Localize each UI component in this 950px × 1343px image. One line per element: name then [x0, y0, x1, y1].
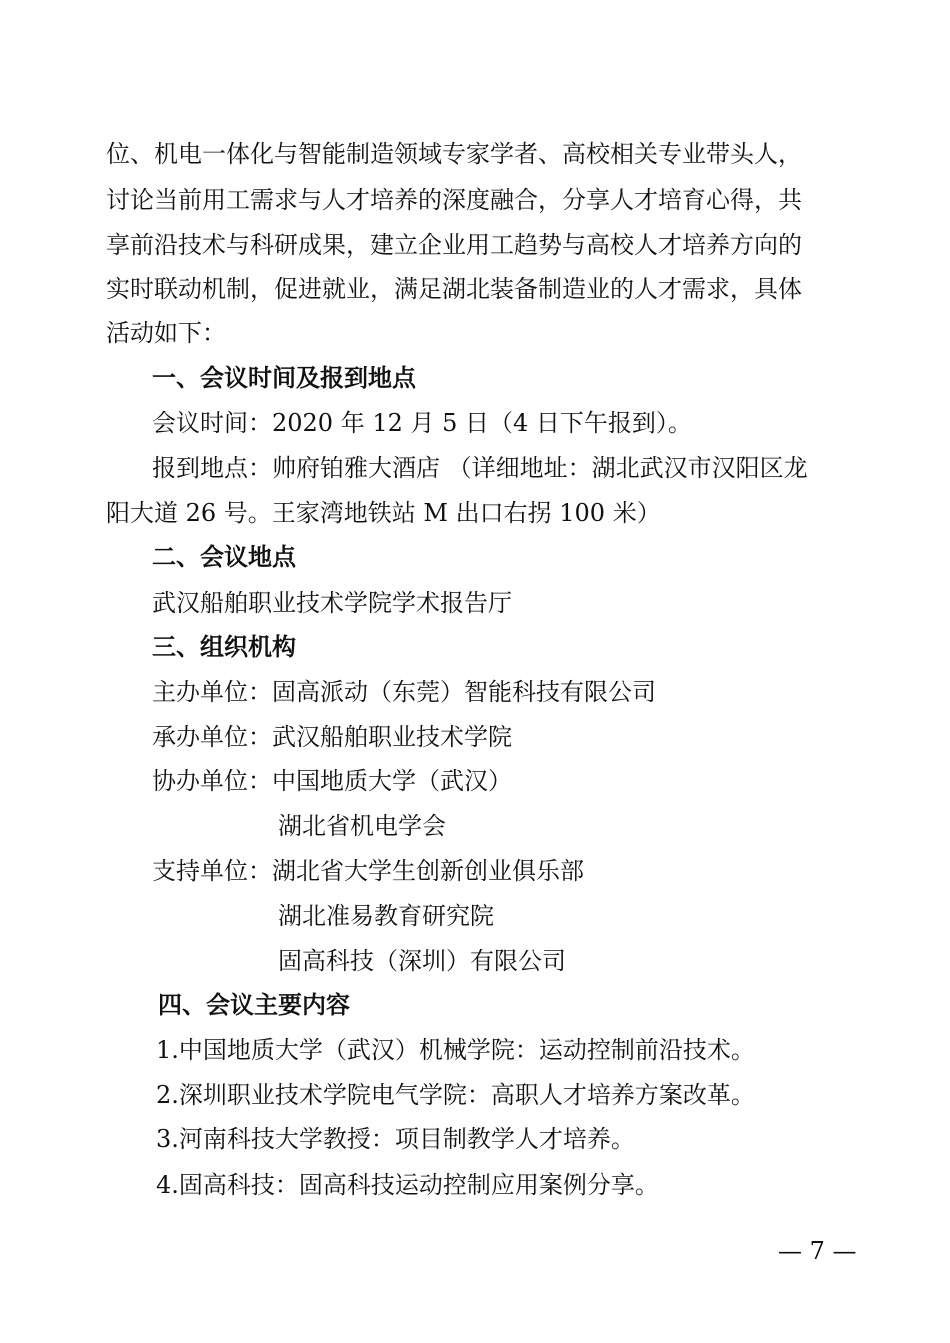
- intro-line-3: 享前沿技术与科研成果，建立企业用工趋势与高校人才培养方向的: [106, 231, 802, 259]
- intro-line-5: 活动如下：: [106, 319, 226, 347]
- content-item-4: 4.固高科技：固高科技运动控制应用案例分享。: [156, 1171, 659, 1199]
- venue-line-1: 报到地点：帅府铂雅大酒店 （详细地址：湖北武汉市汉阳区龙: [152, 454, 808, 482]
- intro-line-4: 实时联动机制，促进就业，满足湖北装备制造业的人才需求，具体: [106, 275, 802, 303]
- venue-line-2: 阳大道 26 号。王家湾地铁站 M 出口右拐 100 米）: [106, 499, 661, 527]
- content-item-2: 2.深圳职业技术学院电气学院：高职人才培养方案改革。: [156, 1081, 755, 1109]
- support-value-1: 湖北省大学生创新创业俱乐部: [272, 857, 584, 885]
- host-row: [152, 677, 656, 707]
- support-value-2: 湖北准易教育研究院: [278, 902, 494, 930]
- organizer-value: 武汉船舶职业技术学院: [272, 723, 512, 751]
- section3-heading: 三、组织机构: [152, 633, 296, 661]
- section1-heading: 一、会议时间及报到地点: [152, 364, 416, 392]
- host-value: 固高派动（东莞）智能科技有限公司: [272, 678, 656, 706]
- content-item-3: 3.河南科技大学教授：项目制教学人才培养。: [156, 1125, 635, 1153]
- intro-line-2: 讨论当前用工需求与人才培养的深度融合，分享人才培育心得，共: [106, 186, 802, 214]
- content-item-1: 1.中国地质大学（武汉）机械学院：运动控制前沿技术。: [156, 1036, 755, 1064]
- co-organizer-value-1: 中国地质大学（武汉）: [272, 767, 512, 795]
- meeting-location: 武汉船舶职业技术学院学术报告厅: [152, 589, 512, 617]
- meeting-time: 会议时间：2020 年 12 月 5 日（4 日下午报到）。: [152, 409, 692, 437]
- support-row: [152, 856, 584, 886]
- organizer-label: 承办单位：: [152, 723, 272, 751]
- support-value-3: 固高科技（深圳）有限公司: [278, 947, 566, 975]
- organizer-row: [152, 722, 512, 752]
- co-organizer-row: [152, 766, 512, 796]
- section4-heading: 四、会议主要内容: [158, 991, 350, 1019]
- co-organizer-label: 协办单位：: [152, 767, 272, 795]
- host-label: 主办单位：: [152, 678, 272, 706]
- co-organizer-value-2: 湖北省机电学会: [278, 812, 446, 840]
- support-label: 支持单位：: [152, 857, 272, 885]
- intro-line-1: 位、机电一体化与智能制造领域专家学者、高校相关专业带头人，: [106, 140, 802, 168]
- page-number: — 7 —: [778, 1237, 857, 1265]
- section2-heading: 二、会议地点: [152, 543, 296, 571]
